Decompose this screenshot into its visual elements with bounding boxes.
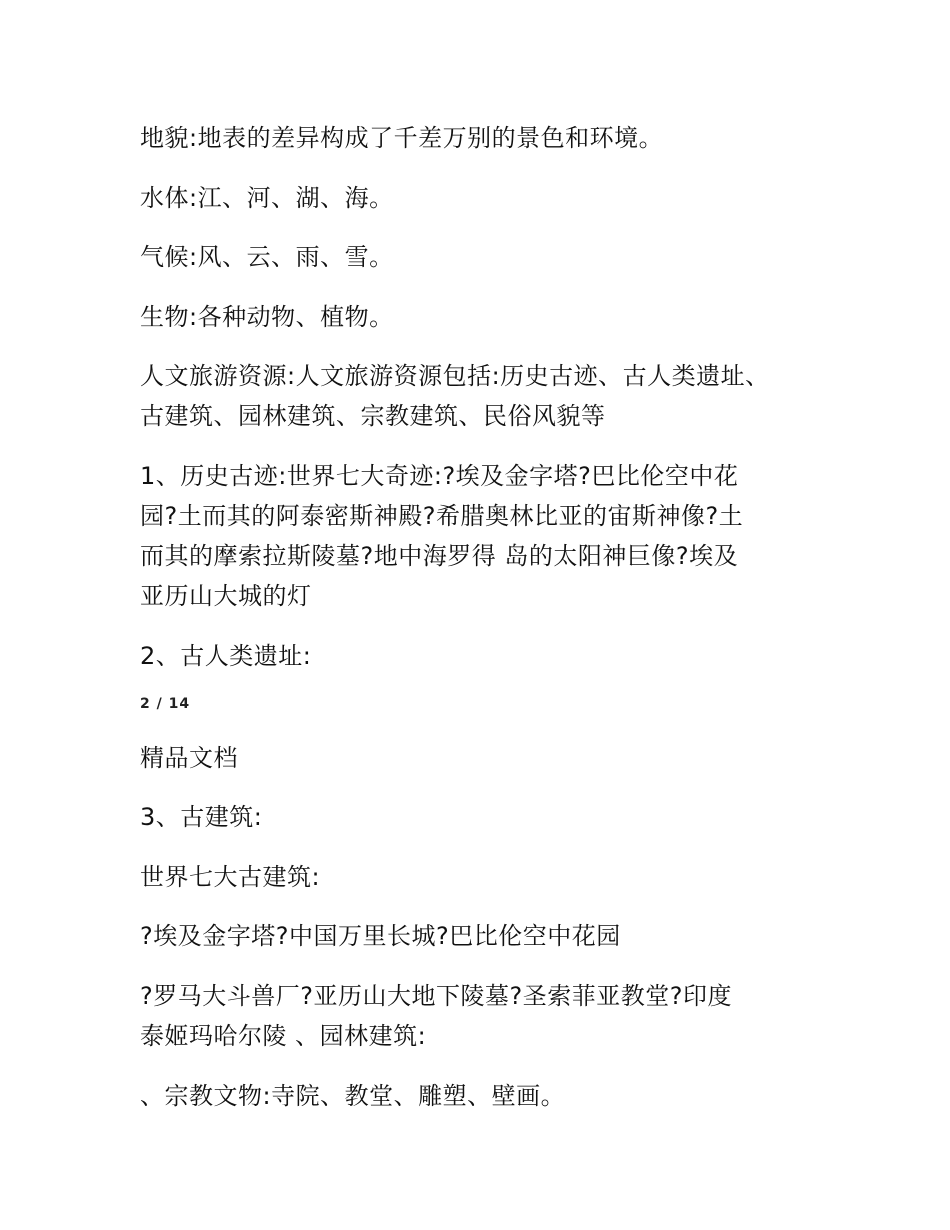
paragraph-biology (140, 297, 830, 337)
text-line: 泰姬玛哈尔陵 、园林建筑: (140, 1022, 427, 1050)
page-number: 2 / 14 (140, 696, 191, 712)
text-line: 地貌:地表的差异构成了千差万别的景色和环境。 (140, 124, 664, 152)
text-line: 而其的摩索拉斯陵墓?地中海罗得 岛的太阳神巨像?埃及 (140, 542, 739, 570)
text-line: 水体:江、河、湖、海。 (140, 184, 394, 212)
text-line: ?埃及金字塔?中国万里长城?巴比伦空中花园 (140, 922, 621, 950)
text-line: 1、历史古迹:世界七大奇迹:?埃及金字塔?巴比伦空中花 (140, 462, 739, 490)
text-line: ?罗马大斗兽厂?亚历山大地下陵墓?圣索菲亚教堂?印度 (140, 982, 732, 1010)
paragraph-buildings-list-1 (140, 916, 830, 956)
paragraph-ancient-human-sites (140, 636, 830, 676)
paragraph-historic-sites (140, 456, 830, 616)
paragraph-ancient-architecture (140, 797, 830, 837)
header-quality-doc (140, 738, 830, 778)
text-line: 古建筑、园林建筑、宗教建筑、民俗风貌等 (140, 402, 606, 430)
paragraph-climate (140, 237, 830, 277)
paragraph-buildings-list-2 (140, 976, 830, 1056)
paragraph-religious-relics (140, 1076, 830, 1116)
text-line: 世界七大古建筑: (140, 863, 321, 891)
paragraph-seven-buildings (140, 857, 830, 897)
text-line: 生物:各种动物、植物。 (140, 303, 394, 331)
text-line: 园?土而其的阿泰密斯神殿?希腊奥林比亚的宙斯神像?土 (140, 502, 744, 530)
text-line: 2、古人类遗址: (140, 642, 312, 670)
text-line: 3、古建筑: (140, 803, 263, 831)
text-line: 人文旅游资源:人文旅游资源包括:历史古迹、古人类遗址、 (140, 362, 770, 390)
paragraph-cultural-resources (140, 356, 830, 436)
text-line: 气候:风、云、雨、雪。 (140, 243, 394, 271)
paragraph-landform (140, 118, 830, 158)
paragraph-water (140, 178, 830, 218)
text-line: 、宗教文物:寺院、教堂、雕塑、壁画。 (140, 1082, 566, 1110)
text-line: 精品文档 (140, 744, 238, 772)
text-line: 亚历山大城的灯 (140, 582, 312, 610)
